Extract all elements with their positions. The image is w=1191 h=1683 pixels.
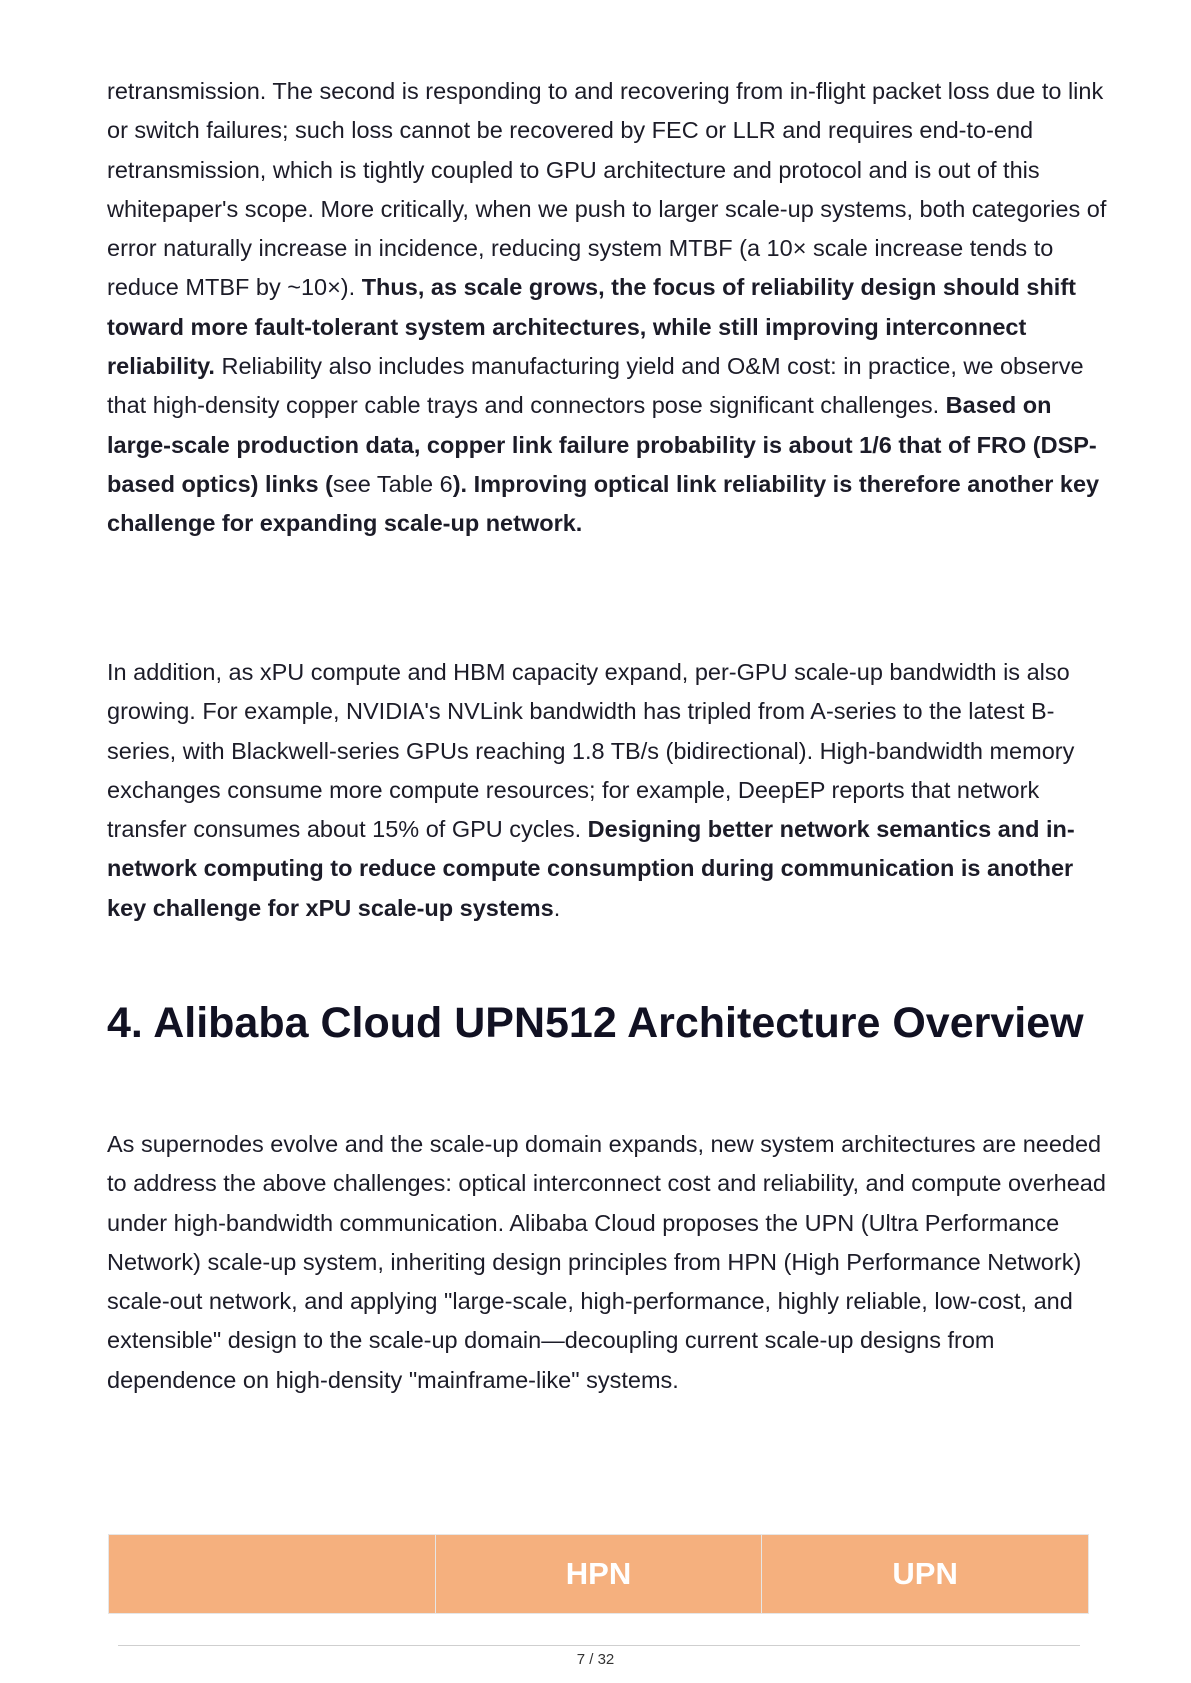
table-header-row <box>109 1535 1089 1614</box>
bold-run: ). Improving optical link reliability is therefore another key challenge for expanding scale-up network. <box>107 470 1100 537</box>
text-run: retransmission. The second is responding to and recovering from in-flight packet loss due to link or switch failures; such loss cannot be recovered by FEC or LLR and requires end-to-end retransmission, which is tightly coupled to GPU architecture and protocol and is out of this whitepaper's scope. More critically, when we push to larger scale-up systems, both categories of error naturally increase in incidence, reducing system MTBF (a 10× scale increase tends to reduce MTBF by ~10×). <box>107 78 1107 301</box>
bold-run: Thus, as scale grows, the focus of reliability design should shift toward more fault-tolerant system architectures, while still improving interconnect reliability. <box>107 274 1076 380</box>
table-header-upn: UPN <box>762 1535 1089 1614</box>
footer-divider <box>118 1645 1080 1646</box>
comparison-table <box>108 1534 1089 1614</box>
paragraph-upn-intro <box>107 1125 1107 1400</box>
paragraph-bandwidth <box>107 653 1107 928</box>
table-header-empty <box>109 1535 436 1614</box>
text-run: . <box>553 894 561 921</box>
text-run: Reliability also includes manufacturing yield and O&M cost: in practice, we observe that high-density copper cable trays and connectors pose significant challenges. <box>107 353 1084 419</box>
text-run: As supernodes evolve and the scale-up domain expands, new system architectures are needed to address the above challenges: optical interconnect cost and reliability, and compute overhead under high-bandwidth communication. Alibaba Cloud proposes the UPN (Ultra Performance Network) scale-up system, inheriting design principles from HPN (High Performance Network) scale-out network, and applying "large-scale, high-performance, highly reliable, low-cost, and extensible" design to the scale-up domain—decoupling current scale-up designs from dependence on high-density "mainframe-like" systems. <box>107 1131 1106 1393</box>
section-heading: 4. Alibaba Cloud UPN512 Architecture Overview <box>107 999 1084 1047</box>
text-run: In addition, as xPU compute and HBM capacity expand, per-GPU scale-up bandwidth is also growing. For example, NVIDIA's NVLink bandwidth has tripled from A-series to the latest B-series, with Blackwell-series GPUs reaching 1.8 TB/s (bidirectional). High-bandwidth memory exchanges consume more compute resources; for example, DeepEP reports that network transfer consumes about 15% of GPU cycles. <box>107 659 1075 843</box>
paragraph-reliability <box>107 72 1107 544</box>
page-number: 7 / 32 <box>576 1651 615 1668</box>
table-header-hpn: HPN <box>435 1535 762 1614</box>
bold-run: Designing better network semantics and in-network computing to reduce compute consumption during communication is another key challenge for xPU scale-up systems <box>107 816 1075 921</box>
bold-run: Based on large-scale production data, copper link failure probability is about 1/6 that of FRO (DSP-based optics) links ( <box>107 392 1097 497</box>
table-reference: see Table 6 <box>332 470 453 497</box>
